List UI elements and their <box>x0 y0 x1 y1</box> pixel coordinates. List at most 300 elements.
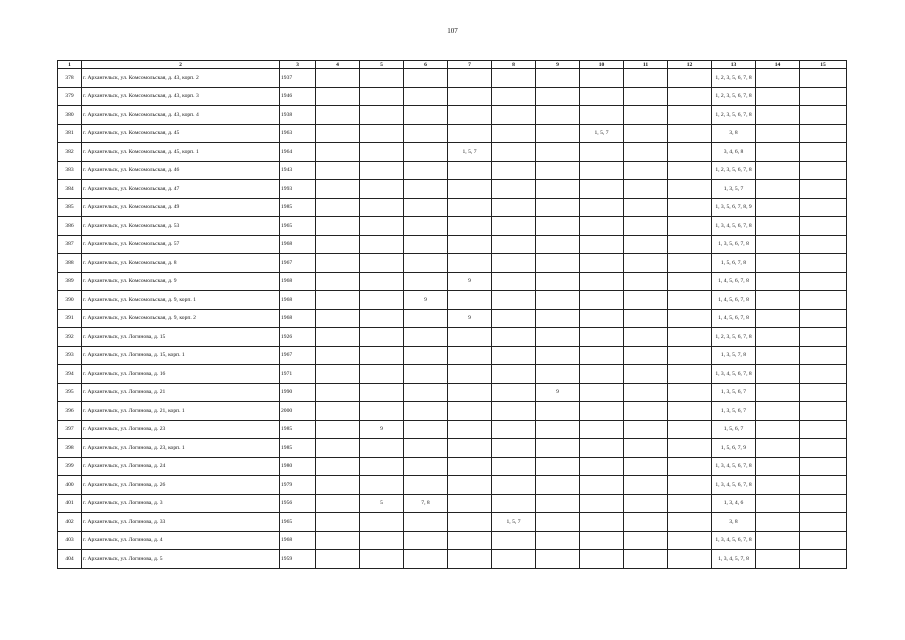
col15-cell <box>800 235 847 254</box>
col11-cell <box>624 531 668 550</box>
col6-cell <box>404 309 448 328</box>
col6-cell <box>404 513 448 532</box>
col15-cell <box>800 124 847 143</box>
col11-cell <box>624 439 668 458</box>
col5-cell <box>360 124 404 143</box>
col11-cell <box>624 550 668 569</box>
col15-cell <box>800 254 847 273</box>
col13-cell: 1, 3, 4, 6 <box>712 494 756 513</box>
col14-cell <box>756 309 800 328</box>
col13-cell: 3, 8 <box>712 124 756 143</box>
col7-cell <box>448 161 492 180</box>
col4-cell <box>316 106 360 125</box>
col11-cell <box>624 476 668 495</box>
col12-cell <box>668 402 712 421</box>
col6-cell <box>404 420 448 439</box>
col12-cell <box>668 383 712 402</box>
col10-cell <box>580 550 624 569</box>
col7-cell <box>448 457 492 476</box>
address-cell: г. Архангельск, ул. Комсомольская, д. 49 <box>82 198 280 217</box>
table-row <box>58 402 847 421</box>
column-header-12: 12 <box>668 61 712 69</box>
col9-cell <box>536 124 580 143</box>
col15-cell <box>800 180 847 199</box>
col14-cell <box>756 106 800 125</box>
col13-cell: 1, 3, 5, 6, 7 <box>712 383 756 402</box>
year-cell: 1968 <box>280 272 316 291</box>
col13-cell: 1, 2, 3, 5, 6, 7, 8 <box>712 87 756 106</box>
year-cell: 1968 <box>280 235 316 254</box>
col6-cell: 7, 8 <box>404 494 448 513</box>
col6-cell <box>404 161 448 180</box>
col9-cell <box>536 309 580 328</box>
col12-cell <box>668 272 712 291</box>
col8-cell <box>492 291 536 310</box>
col4-cell <box>316 328 360 347</box>
column-header-6: 6 <box>404 61 448 69</box>
col15-cell <box>800 198 847 217</box>
table-row <box>58 457 847 476</box>
column-header-11: 11 <box>624 61 668 69</box>
year-cell: 1964 <box>280 143 316 162</box>
col14-cell <box>756 328 800 347</box>
col15-cell <box>800 106 847 125</box>
col15-cell <box>800 494 847 513</box>
address-cell: г. Архангельск, ул. Комсомольская, д. 45, корп. 1 <box>82 143 280 162</box>
col10-cell <box>580 217 624 236</box>
address-cell: г. Архангельск, ул. Комсомольская, д. 9 <box>82 272 280 291</box>
col9-cell <box>536 476 580 495</box>
col14-cell <box>756 457 800 476</box>
col4-cell <box>316 420 360 439</box>
col15-cell <box>800 402 847 421</box>
col11-cell <box>624 69 668 88</box>
col4-cell <box>316 291 360 310</box>
col8-cell <box>492 235 536 254</box>
col6-cell: 9 <box>404 291 448 310</box>
col5-cell <box>360 106 404 125</box>
col13-cell: 1, 3, 5, 6, 7 <box>712 402 756 421</box>
col12-cell <box>668 124 712 143</box>
col9-cell <box>536 513 580 532</box>
col4-cell <box>316 272 360 291</box>
col8-cell <box>492 106 536 125</box>
col11-cell <box>624 87 668 106</box>
table-row <box>58 69 847 88</box>
col5-cell <box>360 69 404 88</box>
col10-cell <box>580 291 624 310</box>
col4-cell <box>316 69 360 88</box>
col12-cell <box>668 198 712 217</box>
col5-cell <box>360 272 404 291</box>
col15-cell <box>800 161 847 180</box>
year-cell: 1956 <box>280 494 316 513</box>
year-cell: 1926 <box>280 328 316 347</box>
col14-cell <box>756 161 800 180</box>
col8-cell: 1, 5, 7 <box>492 513 536 532</box>
col12-cell <box>668 254 712 273</box>
col14-cell <box>756 217 800 236</box>
col8-cell <box>492 328 536 347</box>
col14-cell <box>756 254 800 273</box>
col12-cell <box>668 161 712 180</box>
year-cell: 1943 <box>280 161 316 180</box>
col14-cell <box>756 476 800 495</box>
col6-cell <box>404 457 448 476</box>
col4-cell <box>316 87 360 106</box>
col11-cell <box>624 254 668 273</box>
col12-cell <box>668 180 712 199</box>
col12-cell <box>668 309 712 328</box>
col4-cell <box>316 476 360 495</box>
col11-cell <box>624 291 668 310</box>
col13-cell: 1, 3, 5, 6, 7, 8, 9 <box>712 198 756 217</box>
col15-cell <box>800 365 847 384</box>
column-header-10: 10 <box>580 61 624 69</box>
col5-cell <box>360 365 404 384</box>
col7-cell <box>448 291 492 310</box>
page-number: 107 <box>447 27 458 35</box>
col14-cell <box>756 272 800 291</box>
col9-cell <box>536 272 580 291</box>
row-number: 382 <box>58 143 82 162</box>
col5-cell <box>360 328 404 347</box>
year-cell: 1985 <box>280 198 316 217</box>
col14-cell <box>756 513 800 532</box>
col9-cell <box>536 328 580 347</box>
col15-cell <box>800 439 847 458</box>
col13-cell: 1, 3, 4, 5, 6, 7, 8 <box>712 217 756 236</box>
col11-cell <box>624 383 668 402</box>
col10-cell <box>580 235 624 254</box>
address-cell: г. Архангельск, ул. Логинова, д. 21 <box>82 383 280 402</box>
col12-cell <box>668 513 712 532</box>
col8-cell <box>492 531 536 550</box>
table-row <box>58 383 847 402</box>
address-cell: г. Архангельск, ул. Комсомольская, д. 9, корп. 2 <box>82 309 280 328</box>
col10-cell <box>580 531 624 550</box>
col15-cell <box>800 550 847 569</box>
row-number: 391 <box>58 309 82 328</box>
row-number: 397 <box>58 420 82 439</box>
address-cell: г. Архангельск, ул. Комсомольская, д. 47 <box>82 180 280 199</box>
row-number: 390 <box>58 291 82 310</box>
col8-cell <box>492 476 536 495</box>
year-cell: 1965 <box>280 217 316 236</box>
col11-cell <box>624 328 668 347</box>
row-number: 379 <box>58 87 82 106</box>
col10-cell <box>580 365 624 384</box>
col15-cell <box>800 476 847 495</box>
col5-cell <box>360 346 404 365</box>
col5-cell <box>360 143 404 162</box>
col14-cell <box>756 383 800 402</box>
col12-cell <box>668 291 712 310</box>
col14-cell <box>756 365 800 384</box>
col4-cell <box>316 161 360 180</box>
table-row <box>58 87 847 106</box>
col6-cell <box>404 365 448 384</box>
address-cell: г. Архангельск, ул. Комсомольская, д. 9, корп. 1 <box>82 291 280 310</box>
col13-cell: 1, 5, 6, 7, 8 <box>712 254 756 273</box>
col8-cell <box>492 383 536 402</box>
col11-cell <box>624 272 668 291</box>
table-row <box>58 180 847 199</box>
row-number: 402 <box>58 513 82 532</box>
address-cell: г. Архангельск, ул. Комсомольская, д. 43, корп. 3 <box>82 87 280 106</box>
row-number: 401 <box>58 494 82 513</box>
col4-cell <box>316 346 360 365</box>
col14-cell <box>756 69 800 88</box>
table-row <box>58 365 847 384</box>
column-header-2: 2 <box>82 61 280 69</box>
col9-cell: 9 <box>536 383 580 402</box>
col14-cell <box>756 346 800 365</box>
col10-cell <box>580 457 624 476</box>
col7-cell <box>448 198 492 217</box>
col10-cell <box>580 420 624 439</box>
col13-cell: 1, 2, 3, 5, 6, 7, 8 <box>712 328 756 347</box>
year-cell: 1980 <box>280 457 316 476</box>
table-row <box>58 161 847 180</box>
col7-cell <box>448 106 492 125</box>
table-row <box>58 235 847 254</box>
column-header-9: 9 <box>536 61 580 69</box>
col9-cell <box>536 198 580 217</box>
col12-cell <box>668 69 712 88</box>
col14-cell <box>756 198 800 217</box>
col8-cell <box>492 272 536 291</box>
table-row <box>58 272 847 291</box>
col5-cell <box>360 383 404 402</box>
col10-cell <box>580 143 624 162</box>
col10-cell <box>580 383 624 402</box>
year-cell: 1968 <box>280 309 316 328</box>
address-cell: г. Архангельск, ул. Логинова, д. 4 <box>82 531 280 550</box>
row-number: 383 <box>58 161 82 180</box>
col8-cell <box>492 161 536 180</box>
col9-cell <box>536 420 580 439</box>
col9-cell <box>536 531 580 550</box>
col10-cell <box>580 87 624 106</box>
col7-cell <box>448 402 492 421</box>
col11-cell <box>624 106 668 125</box>
address-cell: г. Архангельск, ул. Логинова, д. 23 <box>82 420 280 439</box>
col6-cell <box>404 383 448 402</box>
year-cell: 1967 <box>280 346 316 365</box>
row-number: 393 <box>58 346 82 365</box>
col7-cell <box>448 420 492 439</box>
address-cell: г. Архангельск, ул. Логинова, д. 33 <box>82 513 280 532</box>
col7-cell <box>448 180 492 199</box>
table-row <box>58 476 847 495</box>
col5-cell <box>360 254 404 273</box>
col13-cell: 3, 8 <box>712 513 756 532</box>
col4-cell <box>316 402 360 421</box>
col12-cell <box>668 550 712 569</box>
table-row <box>58 328 847 347</box>
col12-cell <box>668 420 712 439</box>
col7-cell <box>448 550 492 569</box>
table-row <box>58 346 847 365</box>
address-cell: г. Архангельск, ул. Комсомольская, д. 43, корп. 4 <box>82 106 280 125</box>
col8-cell <box>492 346 536 365</box>
col13-cell: 3, 4, 6, 8 <box>712 143 756 162</box>
col5-cell <box>360 180 404 199</box>
address-cell: г. Архангельск, ул. Логинова, д. 23, корп. 1 <box>82 439 280 458</box>
col15-cell <box>800 328 847 347</box>
col8-cell <box>492 439 536 458</box>
row-number: 386 <box>58 217 82 236</box>
col9-cell <box>536 106 580 125</box>
col7-cell <box>448 87 492 106</box>
col8-cell <box>492 457 536 476</box>
building-registry-table <box>57 60 847 569</box>
col11-cell <box>624 198 668 217</box>
col15-cell <box>800 291 847 310</box>
col14-cell <box>756 550 800 569</box>
table-body <box>58 69 847 569</box>
col9-cell <box>536 69 580 88</box>
column-header-13: 13 <box>712 61 756 69</box>
row-number: 398 <box>58 439 82 458</box>
col15-cell <box>800 346 847 365</box>
year-cell: 1971 <box>280 365 316 384</box>
col10-cell <box>580 328 624 347</box>
col12-cell <box>668 143 712 162</box>
table-row <box>58 106 847 125</box>
year-cell: 1990 <box>280 383 316 402</box>
col12-cell <box>668 365 712 384</box>
col11-cell <box>624 420 668 439</box>
col11-cell <box>624 494 668 513</box>
col6-cell <box>404 439 448 458</box>
col5-cell: 9 <box>360 420 404 439</box>
col5-cell <box>360 291 404 310</box>
col15-cell <box>800 143 847 162</box>
column-header-5: 5 <box>360 61 404 69</box>
col13-cell: 1, 3, 4, 5, 6, 7, 8 <box>712 476 756 495</box>
col6-cell <box>404 87 448 106</box>
address-cell: г. Архангельск, ул. Логинова, д. 3 <box>82 494 280 513</box>
col14-cell <box>756 143 800 162</box>
address-cell: г. Архангельск, ул. Комсомольская, д. 57 <box>82 235 280 254</box>
col9-cell <box>536 346 580 365</box>
col13-cell: 1, 3, 4, 5, 6, 7, 8 <box>712 457 756 476</box>
address-cell: г. Архангельск, ул. Логинова, д. 15 <box>82 328 280 347</box>
col6-cell <box>404 402 448 421</box>
col15-cell <box>800 383 847 402</box>
col12-cell <box>668 235 712 254</box>
col11-cell <box>624 217 668 236</box>
col9-cell <box>536 291 580 310</box>
year-cell: 1968 <box>280 291 316 310</box>
col8-cell <box>492 420 536 439</box>
col9-cell <box>536 494 580 513</box>
col15-cell <box>800 420 847 439</box>
col8-cell <box>492 180 536 199</box>
col13-cell: 1, 5, 6, 7, 9 <box>712 439 756 458</box>
col14-cell <box>756 402 800 421</box>
address-cell: г. Архангельск, ул. Логинова, д. 24 <box>82 457 280 476</box>
col5-cell <box>360 235 404 254</box>
col7-cell <box>448 531 492 550</box>
col14-cell <box>756 420 800 439</box>
col12-cell <box>668 346 712 365</box>
table-row <box>58 124 847 143</box>
col4-cell <box>316 513 360 532</box>
col4-cell <box>316 531 360 550</box>
col5-cell <box>360 457 404 476</box>
col4-cell <box>316 217 360 236</box>
col7-cell <box>448 494 492 513</box>
col8-cell <box>492 365 536 384</box>
col4-cell <box>316 309 360 328</box>
col13-cell: 1, 3, 4, 5, 6, 7, 8 <box>712 365 756 384</box>
col11-cell <box>624 161 668 180</box>
col5-cell <box>360 513 404 532</box>
year-cell: 1963 <box>280 124 316 143</box>
row-number: 395 <box>58 383 82 402</box>
year-cell: 2000 <box>280 402 316 421</box>
column-header-14: 14 <box>756 61 800 69</box>
column-header-1: 1 <box>58 61 82 69</box>
col13-cell: 1, 3, 4, 5, 7, 8 <box>712 550 756 569</box>
year-cell: 1993 <box>280 180 316 199</box>
col11-cell <box>624 365 668 384</box>
col10-cell <box>580 254 624 273</box>
col13-cell: 1, 4, 5, 6, 7, 8 <box>712 272 756 291</box>
col11-cell <box>624 235 668 254</box>
column-header-7: 7 <box>448 61 492 69</box>
col14-cell <box>756 235 800 254</box>
header-row <box>58 61 847 69</box>
col7-cell <box>448 346 492 365</box>
col12-cell <box>668 87 712 106</box>
col7-cell <box>448 365 492 384</box>
table-row <box>58 513 847 532</box>
col8-cell <box>492 198 536 217</box>
col11-cell <box>624 124 668 143</box>
col9-cell <box>536 254 580 273</box>
col6-cell <box>404 69 448 88</box>
col10-cell <box>580 161 624 180</box>
table-row <box>58 494 847 513</box>
address-cell: г. Архангельск, ул. Комсомольская, д. 53 <box>82 217 280 236</box>
column-header-4: 4 <box>316 61 360 69</box>
col8-cell <box>492 217 536 236</box>
address-cell: г. Архангельск, ул. Комсомольская, д. 46 <box>82 161 280 180</box>
table-row <box>58 217 847 236</box>
col13-cell: 1, 2, 3, 5, 6, 7, 8 <box>712 69 756 88</box>
col10-cell <box>580 69 624 88</box>
col12-cell <box>668 328 712 347</box>
col6-cell <box>404 550 448 569</box>
col9-cell <box>536 180 580 199</box>
table-row <box>58 309 847 328</box>
col10-cell <box>580 198 624 217</box>
table-row <box>58 531 847 550</box>
col14-cell <box>756 494 800 513</box>
col5-cell <box>360 476 404 495</box>
col5-cell <box>360 439 404 458</box>
col6-cell <box>404 198 448 217</box>
table-row <box>58 254 847 273</box>
col9-cell <box>536 143 580 162</box>
col14-cell <box>756 291 800 310</box>
col10-cell <box>580 346 624 365</box>
col8-cell <box>492 143 536 162</box>
